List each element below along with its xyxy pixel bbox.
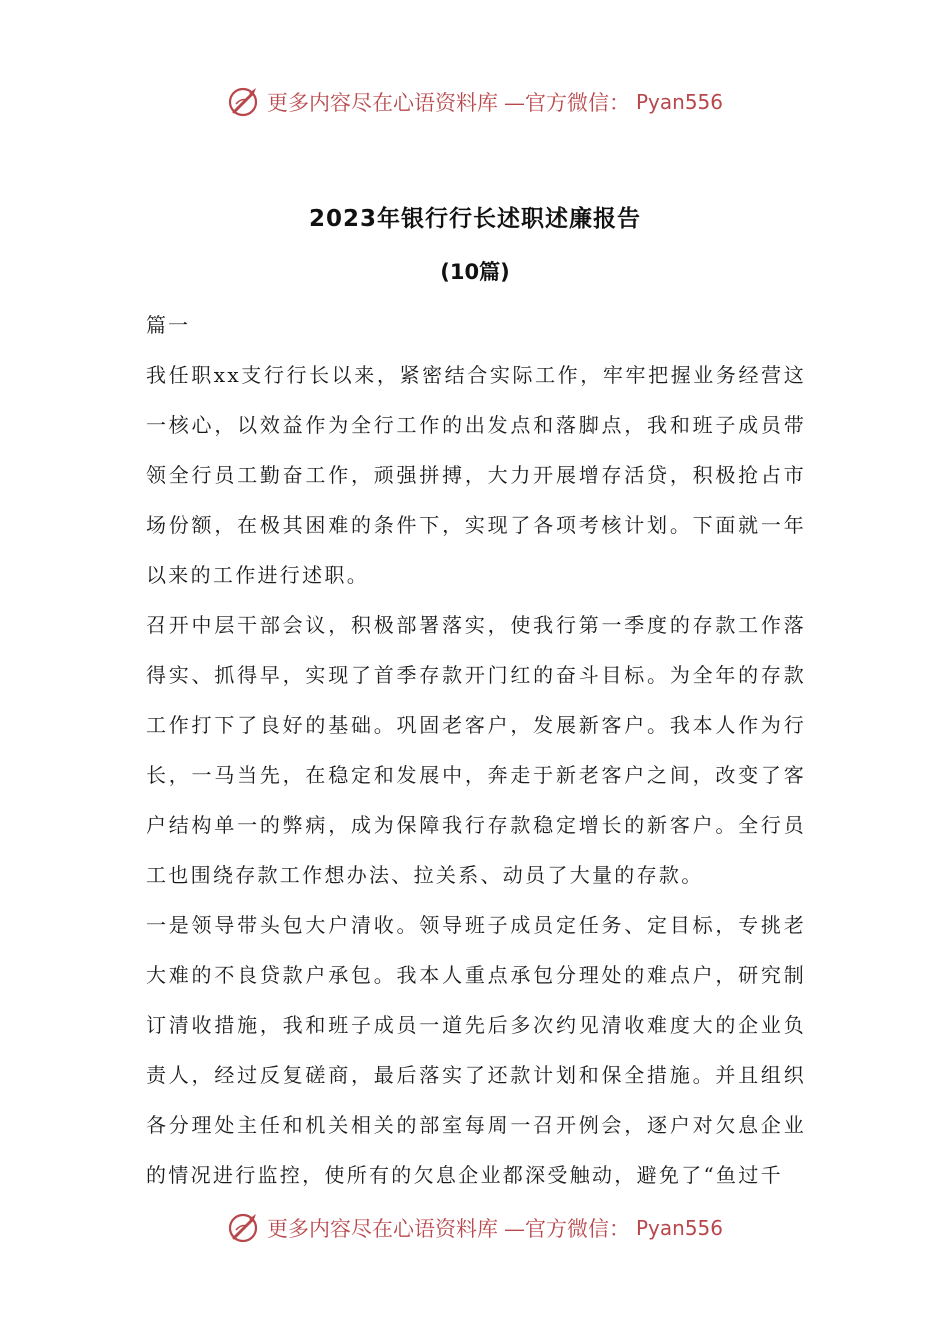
banner-wechat-id: Pyan556 bbox=[635, 1216, 723, 1240]
banner-wechat-label: —官方微信： bbox=[503, 91, 630, 115]
document-subtitle: (10篇) bbox=[440, 260, 510, 284]
paragraph: 我任职xx支行行长以来，紧密结合实际工作，牢牢把握业务经营这一核心，以效益作为全行工作的出发点和落脚点，我和班子成员带领全行员工勤奋工作，顽强拼搏，大力开展增存活贷，积极抢占市场份额，在极其困难的条件下，实现了各项考核计划。下面就一年以来的工作进行述职。 bbox=[146, 363, 806, 587]
document-title: 2023年银行行长述职述廉报告 bbox=[308, 206, 641, 232]
banner-wechat-label: —官方微信： bbox=[503, 1217, 630, 1241]
banner-brand-text: 更多内容尽在心语资料库 bbox=[266, 91, 498, 115]
banner-brand-text: 更多内容尽在心语资料库 bbox=[266, 1217, 498, 1241]
pen-logo-icon bbox=[227, 1211, 261, 1245]
section-label: 篇一 bbox=[146, 313, 190, 337]
pen-logo-icon bbox=[227, 85, 261, 119]
banner-wechat-id: Pyan556 bbox=[635, 90, 723, 114]
footer-banner bbox=[0, 1208, 950, 1248]
paragraph: 一是领导带头包大户清收。领导班子成员定任务、定目标，专挑老大难的不良贷款户承包。我本人重点承包分理处的难点户，研究制订清收措施，我和班子成员一道先后多次约见清收难度大的企业负责人，经过反复磋商，最后落实了还款计划和保全措施。并且组织各分理处主任和机关相关的部室每周一召开例会，逐户对欠息企业的情况进行监控，使所有的欠息企业都深受触动，避免了“鱼过千 bbox=[146, 913, 806, 1187]
header-banner bbox=[0, 82, 950, 122]
paragraph: 召开中层干部会议，积极部署落实，使我行第一季度的存款工作落得实、抓得早，实现了首季存款开门红的奋斗目标。为全年的存款工作打下了良好的基础。巩固老客户，发展新客户。我本人作为行长，一马当先，在稳定和发展中，奔走于新老客户之间，改变了客户结构单一的弊病，成为保障我行存款稳定增长的新客户。全行员工也围绕存款工作想办法、拉关系、动员了大量的存款。 bbox=[146, 613, 806, 887]
document-body bbox=[146, 300, 806, 1200]
